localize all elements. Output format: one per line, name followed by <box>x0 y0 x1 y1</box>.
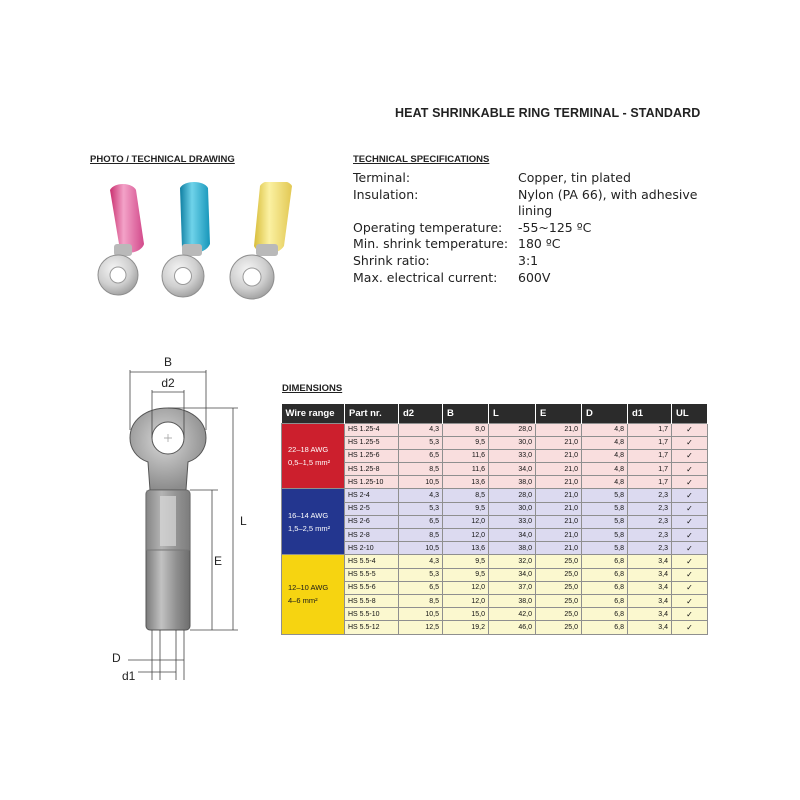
spec-row-shrink-ratio <box>353 253 723 270</box>
cell-b: 19,2 <box>443 621 489 634</box>
spec-label: Insulation: <box>353 186 419 202</box>
cell-d: 5,8 <box>582 515 628 528</box>
wire-range-awg: 22–18 AWG <box>288 444 329 454</box>
spec-value: 600V <box>518 269 551 285</box>
table-row <box>282 542 708 555</box>
cell-d1: 1,7 <box>628 423 672 436</box>
cell-l: 38,0 <box>489 476 536 489</box>
spec-value: 3:1 <box>518 252 539 268</box>
part-number-cell: HS 5.5-10 <box>345 608 399 621</box>
cell-l: 30,0 <box>489 436 536 449</box>
specs-section-heading: TECHNICAL SPECIFICATIONS <box>353 154 490 165</box>
part-number-cell: HS 2-10 <box>345 542 399 555</box>
cell-d: 4,8 <box>582 436 628 449</box>
cell-b: 12,0 <box>443 529 489 542</box>
part-number-cell: HS 2-5 <box>345 502 399 515</box>
cell-b: 8,0 <box>443 423 489 436</box>
cell-b: 9,5 <box>443 502 489 515</box>
cell-d1: 1,7 <box>628 463 672 476</box>
cell-d2: 6,5 <box>399 449 443 462</box>
wire-range-cell <box>282 489 345 555</box>
table-row <box>282 594 708 607</box>
cell-e: 21,0 <box>536 423 582 436</box>
cell-b: 11,6 <box>443 463 489 476</box>
cell-d2: 5,3 <box>399 502 443 515</box>
cell-d: 4,8 <box>582 449 628 462</box>
table-row <box>282 502 708 515</box>
cell-b: 13,6 <box>443 542 489 555</box>
product-photo <box>92 182 332 307</box>
cell-b: 8,5 <box>443 489 489 502</box>
table-row <box>282 621 708 634</box>
wire-range-mm: 0,5–1,5 mm² <box>288 457 331 467</box>
spec-row-max-current <box>353 270 723 287</box>
spec-value: -55~125 ºC <box>518 219 592 235</box>
wire-range-awg: 16–14 AWG <box>288 510 329 520</box>
cell-d: 4,8 <box>582 476 628 489</box>
spec-row-shrink-temperature <box>353 236 723 253</box>
part-number-cell: HS 5.5-5 <box>345 568 399 581</box>
cell-e: 25,0 <box>536 568 582 581</box>
cell-d: 6,8 <box>582 581 628 594</box>
technical-specifications <box>353 170 723 286</box>
cell-d2: 4,3 <box>399 489 443 502</box>
cell-d2: 4,3 <box>399 555 443 568</box>
cell-l: 34,0 <box>489 568 536 581</box>
table-row <box>282 555 708 568</box>
cell-d1: 2,3 <box>628 515 672 528</box>
cell-e: 25,0 <box>536 621 582 634</box>
cell-d: 4,8 <box>582 463 628 476</box>
cell-d2: 4,3 <box>399 423 443 436</box>
cell-b: 9,5 <box>443 568 489 581</box>
ul-check-icon: ✓ <box>672 529 708 542</box>
dimensions-section-heading: DIMENSIONS <box>282 383 343 394</box>
col-header-ul: UL <box>672 404 708 423</box>
ul-check-icon: ✓ <box>672 489 708 502</box>
wire-range-cell <box>282 423 345 489</box>
cell-d: 4,8 <box>582 423 628 436</box>
part-number-cell: HS 1.25-6 <box>345 449 399 462</box>
cell-d2: 10,5 <box>399 542 443 555</box>
spec-value: 180 ºC <box>518 236 561 252</box>
cell-e: 25,0 <box>536 555 582 568</box>
ul-check-icon: ✓ <box>672 568 708 581</box>
spec-row-insulation <box>353 187 723 220</box>
table-row <box>282 449 708 462</box>
cell-b: 15,0 <box>443 608 489 621</box>
cell-e: 21,0 <box>536 463 582 476</box>
ul-check-icon: ✓ <box>672 594 708 607</box>
ul-check-icon: ✓ <box>672 555 708 568</box>
part-number-cell: HS 5.5-4 <box>345 555 399 568</box>
wire-range-cell <box>282 555 345 634</box>
ul-check-icon: ✓ <box>672 621 708 634</box>
cell-l: 30,0 <box>489 502 536 515</box>
part-number-cell: HS 1.25-10 <box>345 476 399 489</box>
cell-d1: 1,7 <box>628 449 672 462</box>
table-row <box>282 463 708 476</box>
cell-l: 33,0 <box>489 449 536 462</box>
cell-d: 6,8 <box>582 594 628 607</box>
spec-label: Terminal: <box>353 170 411 185</box>
cell-d2: 8,5 <box>399 594 443 607</box>
dim-label-d2: d2 <box>161 376 175 390</box>
table-row <box>282 581 708 594</box>
cell-e: 21,0 <box>536 489 582 502</box>
cell-d: 6,8 <box>582 568 628 581</box>
table-header-row <box>282 404 708 423</box>
cell-e: 21,0 <box>536 542 582 555</box>
cell-e: 21,0 <box>536 476 582 489</box>
cell-e: 25,0 <box>536 581 582 594</box>
cell-d1: 3,4 <box>628 608 672 621</box>
cell-e: 21,0 <box>536 436 582 449</box>
table-row <box>282 423 708 436</box>
cell-d2: 12,5 <box>399 621 443 634</box>
cell-l: 42,0 <box>489 608 536 621</box>
part-number-cell: HS 5.5-8 <box>345 594 399 607</box>
cell-d2: 6,5 <box>399 515 443 528</box>
cell-d: 5,8 <box>582 529 628 542</box>
cell-d: 5,8 <box>582 489 628 502</box>
wire-range-awg: 12–10 AWG <box>288 583 329 593</box>
part-number-cell: HS 2-6 <box>345 515 399 528</box>
ul-check-icon: ✓ <box>672 502 708 515</box>
ul-check-icon: ✓ <box>672 436 708 449</box>
dim-label-l: L <box>240 514 247 528</box>
spec-label: Max. electrical current: <box>353 269 498 285</box>
col-header-part-nr: Part nr. <box>345 404 399 423</box>
dimensions-table <box>281 404 708 635</box>
ul-check-icon: ✓ <box>672 542 708 555</box>
col-header-d: D <box>582 404 628 423</box>
ul-check-icon: ✓ <box>672 476 708 489</box>
cell-d1: 3,4 <box>628 568 672 581</box>
cell-l: 34,0 <box>489 529 536 542</box>
spec-row-operating-temperature <box>353 220 723 237</box>
cell-l: 28,0 <box>489 423 536 436</box>
terminal-outline <box>130 408 206 630</box>
part-number-cell: HS 5.5-6 <box>345 581 399 594</box>
ul-check-icon: ✓ <box>672 608 708 621</box>
cell-l: 38,0 <box>489 542 536 555</box>
cell-d2: 5,3 <box>399 436 443 449</box>
cell-d: 6,8 <box>582 555 628 568</box>
cell-d2: 10,5 <box>399 476 443 489</box>
cell-d2: 5,3 <box>399 568 443 581</box>
spec-label: Operating temperature: <box>353 219 503 235</box>
cell-e: 25,0 <box>536 608 582 621</box>
blue-ring-terminal-image <box>162 182 210 297</box>
cell-d1: 3,4 <box>628 594 672 607</box>
cell-b: 9,5 <box>443 555 489 568</box>
cell-e: 21,0 <box>536 449 582 462</box>
cell-d1: 2,3 <box>628 489 672 502</box>
col-header-wire-range: Wire range <box>282 404 345 423</box>
table-row <box>282 489 708 502</box>
cell-b: 12,0 <box>443 581 489 594</box>
cell-l: 28,0 <box>489 489 536 502</box>
page-title: HEAT SHRINKABLE RING TERMINAL - STANDARD <box>395 106 701 120</box>
dim-label-d: D <box>112 651 121 665</box>
cell-d1: 1,7 <box>628 436 672 449</box>
cell-d1: 2,3 <box>628 502 672 515</box>
cell-d2: 10,5 <box>399 608 443 621</box>
cell-e: 21,0 <box>536 515 582 528</box>
table-row <box>282 529 708 542</box>
cell-b: 13,6 <box>443 476 489 489</box>
cell-l: 37,0 <box>489 581 536 594</box>
cell-b: 9,5 <box>443 436 489 449</box>
cell-d2: 6,5 <box>399 581 443 594</box>
cell-b: 12,0 <box>443 594 489 607</box>
wire-range-mm: 1,5–2,5 mm² <box>288 523 331 533</box>
dim-label-e: E <box>214 554 223 568</box>
ul-check-icon: ✓ <box>672 581 708 594</box>
spec-value: Copper, tin plated <box>518 170 631 185</box>
spec-label: Min. shrink temperature: <box>353 236 509 252</box>
cell-d1: 2,3 <box>628 542 672 555</box>
part-number-cell: HS 1.25-4 <box>345 423 399 436</box>
part-number-cell: HS 5.5-12 <box>345 621 399 634</box>
cell-e: 21,0 <box>536 502 582 515</box>
spec-label: Shrink ratio: <box>353 252 430 268</box>
cell-d: 6,8 <box>582 621 628 634</box>
cell-e: 21,0 <box>536 529 582 542</box>
cell-d1: 1,7 <box>628 476 672 489</box>
dim-label-b: B <box>163 355 173 369</box>
cell-d1: 3,4 <box>628 621 672 634</box>
cell-d: 5,8 <box>582 542 628 555</box>
cell-l: 38,0 <box>489 594 536 607</box>
cell-d1: 3,4 <box>628 555 672 568</box>
col-header-b: B <box>443 404 489 423</box>
cell-l: 33,0 <box>489 515 536 528</box>
part-number-cell: HS 1.25-5 <box>345 436 399 449</box>
yellow-ring-terminal-image <box>230 182 292 299</box>
part-number-cell: HS 2-8 <box>345 529 399 542</box>
ul-check-icon: ✓ <box>672 423 708 436</box>
spec-row-terminal <box>353 170 723 187</box>
col-header-l: L <box>489 404 536 423</box>
part-number-cell: HS 2-4 <box>345 489 399 502</box>
cell-l: 46,0 <box>489 621 536 634</box>
cell-d2: 8,5 <box>399 529 443 542</box>
table-row <box>282 608 708 621</box>
table-row <box>282 568 708 581</box>
table-row <box>282 436 708 449</box>
cell-b: 11,6 <box>443 449 489 462</box>
col-header-d2: d2 <box>399 404 443 423</box>
part-number-cell: HS 1.25-8 <box>345 463 399 476</box>
table-row <box>282 476 708 489</box>
cell-d: 6,8 <box>582 608 628 621</box>
ul-check-icon: ✓ <box>672 463 708 476</box>
dim-label-d1: d1 <box>122 669 136 683</box>
pink-ring-terminal-image <box>98 184 144 295</box>
ul-check-icon: ✓ <box>672 449 708 462</box>
ul-check-icon: ✓ <box>672 515 708 528</box>
cell-d: 5,8 <box>582 502 628 515</box>
cell-l: 32,0 <box>489 555 536 568</box>
col-header-d1: d1 <box>628 404 672 423</box>
cell-b: 12,0 <box>443 515 489 528</box>
cell-e: 25,0 <box>536 594 582 607</box>
cell-d1: 2,3 <box>628 529 672 542</box>
table-row <box>282 515 708 528</box>
cell-l: 34,0 <box>489 463 536 476</box>
spec-value: Nylon (PA 66), with adhesive lining <box>518 186 698 219</box>
wire-range-mm: 4–6 mm² <box>288 596 318 606</box>
photo-section-heading: PHOTO / TECHNICAL DRAWING <box>90 154 235 165</box>
cell-d1: 3,4 <box>628 581 672 594</box>
technical-drawing <box>108 350 248 690</box>
cell-d2: 8,5 <box>399 463 443 476</box>
col-header-e: E <box>536 404 582 423</box>
